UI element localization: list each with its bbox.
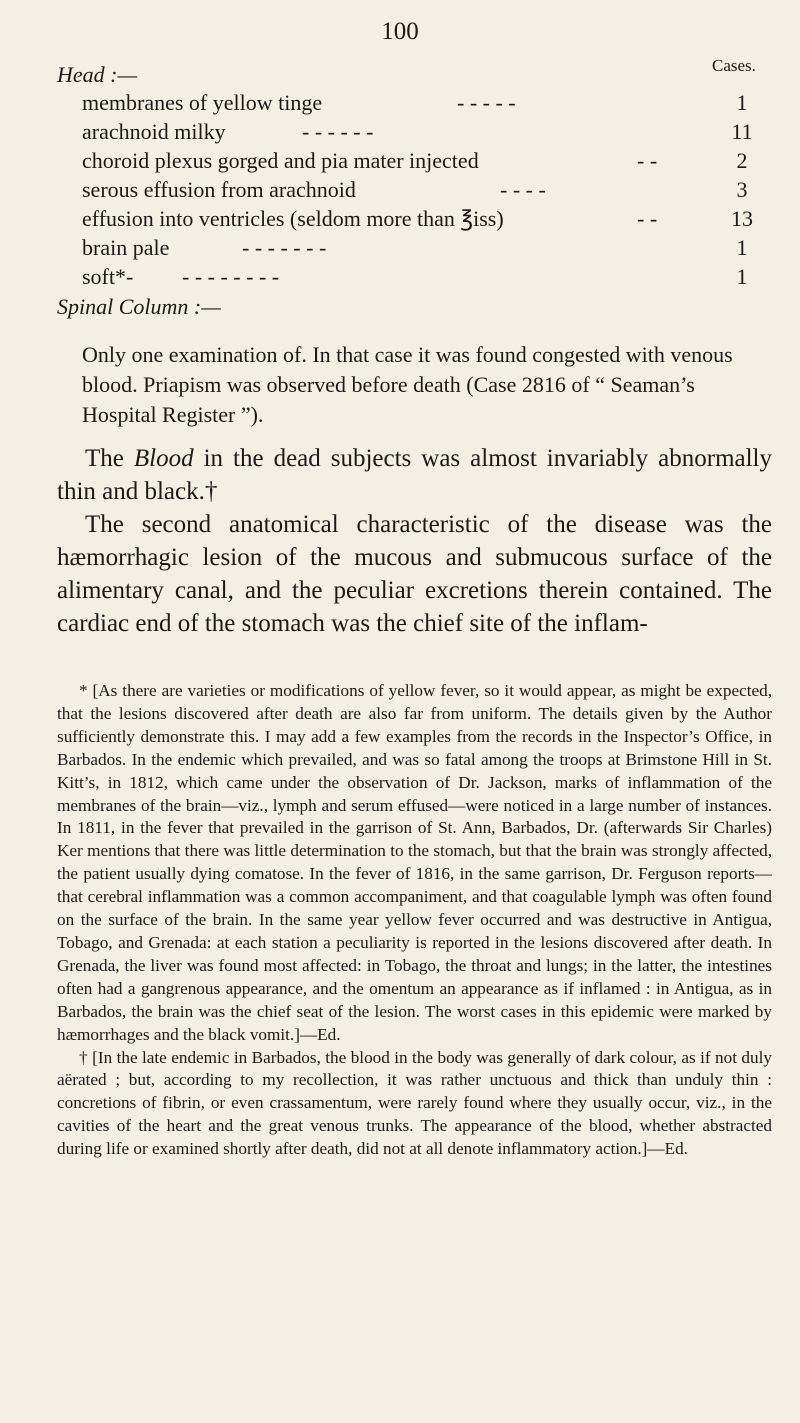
row-label: brain pale: [82, 235, 170, 260]
row-leader: - - - - - -: [302, 119, 374, 144]
row-count: 3: [736, 177, 748, 202]
second-characteristic-paragraph: The second anatomical characteristic of the disease was the hæmorrhagic lesion of the mucous and submucous surface of the alimentary canal, and the peculiar excretions therein contained. The cardiac end of the stomach was the chief site of the inflam-: [57, 511, 772, 637]
page-number: 100: [381, 18, 419, 45]
table-row: [82, 204, 762, 234]
table-row: [82, 175, 762, 205]
row-count: 1: [736, 264, 748, 289]
row-label: membranes of yellow tinge: [82, 90, 323, 115]
row-count: 11: [731, 119, 753, 144]
blood-paragraph: [57, 442, 772, 508]
table-row: [82, 146, 762, 176]
cases-column-header: Cases.: [712, 56, 756, 75]
row-label: soft*-: [82, 264, 134, 289]
row-leader: - - - -: [500, 177, 546, 202]
spinal-section-title: Spinal Column :—: [57, 294, 221, 319]
row-leader: - - - - - - - -: [182, 264, 280, 289]
row-count: 2: [736, 148, 748, 173]
row-label: arachnoid milky: [82, 119, 226, 144]
row-leader: - -: [637, 148, 658, 173]
row-count: 1: [736, 90, 748, 115]
footnote-dagger: † [In the late endemic in Barbados, the blood in the body was generally of dark colour, as if not duly aërated ; but, according to my recollection, it was rather unctuous and thick than unduly thin : concretions of fibrin, or even crassamentum, were rarely found where they usually occur, viz., in the cavities of the heart and the great venous trunks. The appearance of the blood, whether abstracted during life or examined shortly after death, did not at all denote inflammatory action.]—Ed.: [57, 1047, 772, 1159]
row-count: 13: [731, 206, 753, 231]
spinal-section-text: Only one examination of. In that case it was found congested with venous blood. Priapism was observed before death (Case 2816 of “ Seaman’s Hospital Register ”).: [82, 342, 733, 427]
table-row: [82, 233, 762, 263]
row-label: effusion into ventricles (seldom more than ℥iss): [82, 206, 504, 231]
footnotes: [57, 680, 772, 1161]
blood-paragraph-italic: Blood: [133, 445, 194, 472]
table-row: [82, 262, 762, 292]
table-row: [82, 117, 762, 147]
row-leader: - -: [637, 206, 658, 231]
footnote-star: * [As there are varieties or modifications of yellow fever, so it would appear, as might be expected, that the lesions discovered after death are also far from uniform. The details given by the Author sufficiently demonstrate this. I may add a few examples from the records in the Inspector’s Office, in Barbados. In the endemic which prevailed, and was so fatal among the troops at Brimstone Hill in St. Kitt’s, in 1812, which came under the observation of Dr. Jackson, marks of inflammation of the membranes of the brain—viz., lymph and serum effused—were noticed in a large number of instances. In 1811, in the fever that prevailed in the garrison of St. Ann, Barbados, Dr. (afterwards Sir Charles) Ker mentions that there was little determination to the stomach, but that the brain was strongly affected, the patient usually dying comatose. In the fever of 1816, in the same garrison, Dr. Ferguson reports—that cerebral inflammation was a common accompaniment, and that coagulable lymph was often found on the surface of the brain. In the same year yellow fever occurred and was destructive in Antigua, Tobago, and Grenada: at each station a peculiarity is reported in the lesions discovered after death. In Grenada, the liver was found most affected: in Tobago, the throat and lungs; in the latter, the intestines often had a gangrenous appearance, and the omentum an appearance as if inflamed : in Antigua, as in Barbados, the brain was the chief seat of the lesion. The worst cases in this epidemic were marked by hæmorrhages and the black vomit.]—Ed.: [57, 681, 772, 1044]
blood-paragraph-lead: The: [85, 445, 124, 472]
row-count: 1: [736, 235, 748, 260]
head-section-title: Head :—: [57, 62, 138, 87]
blood-paragraph-rest: in the dead subjects was almost invariably abnormally thin and black.†: [57, 445, 773, 505]
row-leader: - - - - - - -: [242, 235, 327, 260]
row-label: choroid plexus gorged and pia mater injected: [82, 148, 479, 173]
row-label: serous effusion from arachnoid: [82, 177, 356, 202]
row-leader: - - - - -: [457, 90, 516, 115]
table-row: [82, 88, 762, 118]
